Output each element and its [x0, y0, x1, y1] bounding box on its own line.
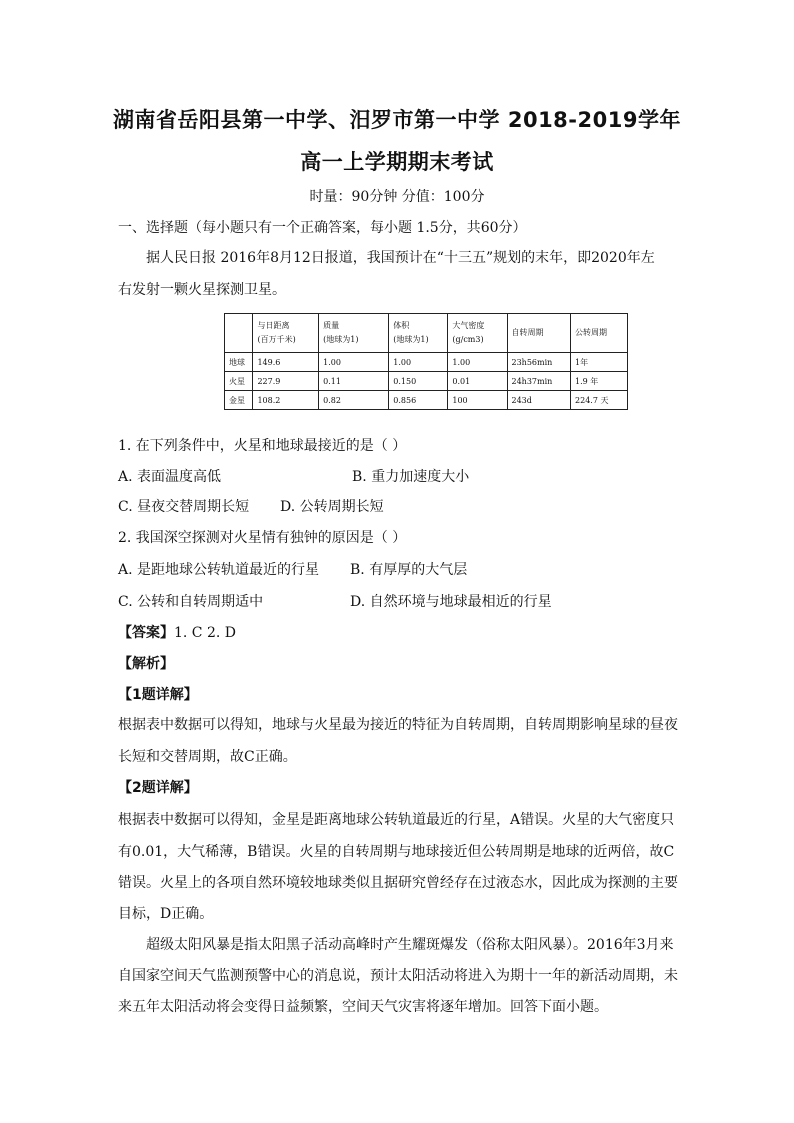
- question-1-options-ab: [118, 467, 680, 487]
- table-cell: 0.82: [319, 391, 389, 410]
- table-cell: 24h37min: [507, 372, 571, 391]
- q2-option-c: C. 公转和自转周期适中: [118, 594, 264, 610]
- detail-2-line-2: 有0.01，大气稀薄，B错误。火星的自转周期与地球接近但公转周期是地球的近两倍，故C: [118, 844, 675, 860]
- table-header-cell: [319, 314, 389, 353]
- table-cell: 0.856: [389, 391, 448, 410]
- question-1-options-cd: [118, 497, 680, 517]
- table-header-text: (地球为1): [393, 335, 429, 344]
- table-header-text: (g/cm3): [452, 335, 484, 344]
- exam-title-line1: 湖南省岳阳县第一中学、汨罗市第一中学 2018-2019学年: [113, 108, 681, 132]
- passage-2-line-2: 自国家空间天气监测预警中心的消息说，预计太阳活动将进入为期十一年的新活动周期，未: [118, 968, 678, 984]
- table-cell: 108.2: [253, 391, 319, 410]
- detail-2-title: 【2题详解】: [118, 780, 198, 796]
- detail-2-line-3: 错误。火星上的各项自然环境较地球类似且据研究曾经存在过液态水，因此成为探测的主要: [118, 875, 678, 891]
- question-2-options-ab: [118, 560, 680, 580]
- table-header-text: 与日距离: [257, 321, 290, 330]
- table-header-row: [225, 314, 628, 353]
- table-header-cell: [253, 314, 319, 353]
- table-header-cell: [507, 314, 571, 353]
- table-row-label: 火星: [225, 372, 253, 391]
- table-cell: 1.9 年: [571, 372, 628, 391]
- question-1-stem: 1. 在下列条件中，火星和地球最接近的是（ ）: [118, 438, 407, 454]
- q1-option-d: D. 公转周期长短: [280, 499, 384, 515]
- table-header-text: 自转周期: [511, 328, 544, 337]
- table-header-text: (地球为1): [323, 335, 359, 344]
- question-2-options-cd: [118, 592, 680, 612]
- table-row-label: 地球: [225, 353, 253, 372]
- q1-option-a: A. 表面温度高低: [118, 469, 222, 485]
- exam-title-line2: 高一上学期期末考试: [300, 150, 494, 174]
- detail-2-line-1: 根据表中数据可以得知，金星是距离地球公转轨道最近的行星，A错误。火星的大气密度只: [118, 812, 675, 828]
- table-header-text: (百万千米): [257, 335, 296, 344]
- table-cell: 100: [448, 391, 507, 410]
- table-cell: 1年: [571, 353, 628, 372]
- analysis-label: 【解析】: [118, 656, 174, 672]
- intro-line-2: 右发射一颗火星探测卫星。: [118, 282, 286, 298]
- table-cell: 23h56min: [507, 353, 571, 372]
- question-2-stem: 2. 我国深空探测对火星情有独钟的原因是（ ）: [118, 530, 407, 546]
- table-cell: 0.01: [448, 372, 507, 391]
- q2-option-d: D. 自然环境与地球最相近的行星: [350, 594, 552, 610]
- intro-line-1: 据人民日报 2016年8月12日报道，我国预计在“十三五”规划的末年，即2020年左: [146, 250, 655, 266]
- table-cell: 0.11: [319, 372, 389, 391]
- table-cell: 243d: [507, 391, 571, 410]
- detail-2-line-4: 目标，D正确。: [118, 906, 214, 922]
- answer-line: [118, 623, 680, 643]
- table-cell: 0.150: [389, 372, 448, 391]
- planet-data-table: [224, 313, 628, 410]
- passage-2-line-3: 来五年太阳活动将会变得日益频繁，空间天气灾害将逐年增加。回答下面小题。: [118, 999, 608, 1015]
- table-header-text: 体积: [393, 321, 410, 330]
- table-cell: 227.9: [253, 372, 319, 391]
- passage-2-line-1: 超级太阳风暴是指太阳黑子活动高峰时产生耀斑爆发（俗称太阳风暴）。2016年3月来: [146, 937, 674, 953]
- detail-1-title: 【1题详解】: [118, 687, 198, 703]
- table-row: [225, 391, 628, 410]
- table-cell: 149.6: [253, 353, 319, 372]
- table-header-cell: [571, 314, 628, 353]
- table-header-text: 公转周期: [575, 328, 608, 337]
- q1-option-c: C. 昼夜交替周期长短: [118, 499, 250, 515]
- answer-text: 1. C 2. D: [174, 625, 237, 641]
- table-row: [225, 353, 628, 372]
- table-header-text: 质量: [323, 321, 340, 330]
- q1-option-b: B. 重力加速度大小: [352, 469, 470, 485]
- table-row: [225, 372, 628, 391]
- table-header-text: 大气密度: [452, 321, 485, 330]
- table-cell: 224.7 天: [571, 391, 628, 410]
- section-heading: 一、选择题（每小题只有一个正确答案，每小题 1.5分，共60分）: [118, 220, 527, 236]
- exam-meta: 时量：90分钟 分值：100分: [309, 189, 485, 205]
- detail-1-line-1: 根据表中数据可以得知，地球与火星最为接近的特征为自转周期，自转周期影响星球的昼夜: [118, 717, 678, 733]
- table-header-cell: [448, 314, 507, 353]
- q2-option-b: B. 有厚厚的大气层: [350, 562, 468, 578]
- table-cell: 1.00: [319, 353, 389, 372]
- table-cell: 1.00: [389, 353, 448, 372]
- table-header-cell: [225, 314, 253, 353]
- q2-option-a: A. 是距地球公转轨道最近的行星: [118, 562, 320, 578]
- table-row-label: 金星: [225, 391, 253, 410]
- answer-label: 【答案】: [118, 625, 174, 641]
- detail-1-line-2: 长短和交替周期，故C正确。: [118, 749, 297, 765]
- table-header-cell: [389, 314, 448, 353]
- table-cell: 1.00: [448, 353, 507, 372]
